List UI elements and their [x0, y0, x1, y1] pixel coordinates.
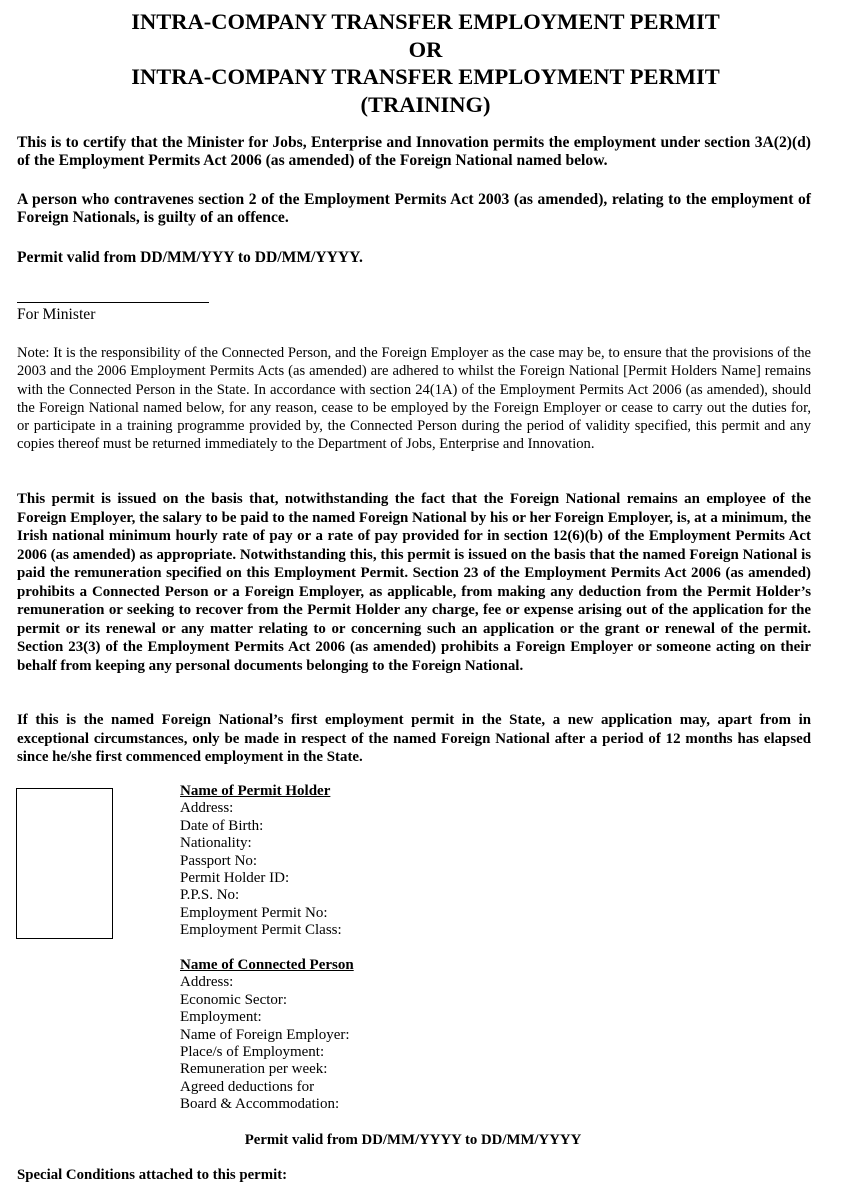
validity-statement: Permit valid from DD/MM/YYY to DD/MM/YYYY. [17, 249, 363, 266]
field-label: Board & Accommodation: [180, 1096, 340, 1113]
field-label: Address: [180, 974, 234, 991]
note-paragraph: Note: It is the responsibility of the Connected Person, and the Foreign Employer as the case may be, to ensure that the provisions of the 2003 and the 2006 Employment Permits Acts (as amended) are adhered to whilst the Foreign National [Permit Holders Name] remains with the Connected Person in the State. In accordance with section 24(1A) of the Employment Permits Act 2006 (as amended), should the Foreign National named below, for any reason, cease to be employed by the Foreign Employer or cease to carry out the duties for, or participate in a training programme provided by, the Connected Person during the period of validity specified, this permit and any copies thereof must be returned immediately to the Department of Jobs, Enterprise and Innovation. [17, 345, 811, 453]
title-line: INTRA-COMPANY TRANSFER EMPLOYMENT PERMIT [131, 64, 720, 89]
certify-paragraph: This is to certify that the Minister for Jobs, Enterprise and Innovation permits the employment under section 3A(2)(d) of the Employment Permits Act 2006 (as amended) of the Foreign National named below. [17, 134, 811, 170]
field-label: Permit Holder ID: [180, 870, 290, 887]
field-label: Place/s of Employment: [180, 1044, 325, 1061]
offence-paragraph: A person who contravenes section 2 of the Employment Permits Act 2003 (as amended), relating to the employment of Foreign Nationals, is guilty of an offence. [17, 191, 811, 227]
field-label: Remuneration per week: [180, 1061, 328, 1078]
field-label: Date of Birth: [180, 817, 264, 834]
field-label: Address: [180, 800, 234, 817]
photo-box [16, 788, 113, 939]
title-line: (TRAINING) [360, 91, 491, 117]
field-label: P.P.S. No: [180, 887, 240, 904]
signature-label: For Minister [17, 306, 96, 323]
field-label: Employment Permit No: [180, 904, 328, 921]
connected-person-heading: Name of Connected Person [180, 957, 354, 973]
field-label: Agreed deductions for [180, 1078, 315, 1095]
document-title [0, 8, 851, 118]
validity-footer: Permit valid from DD/MM/YYYY to DD/MM/YYYY [244, 1132, 582, 1148]
field-label: Passport No: [180, 852, 258, 869]
permit-holder-section [180, 783, 342, 940]
field-label: Nationality: [180, 835, 252, 852]
first-permit-paragraph: If this is the named Foreign National’s first employment permit in the State, a new application may, apart from in exceptional circumstances, only be made in respect of the named Foreign National after a period of 12 months has elapsed since he/she first commenced employment in the State. [17, 712, 811, 765]
signature-line [17, 302, 209, 303]
connected-person-section [180, 957, 354, 1114]
permit-holder-heading: Name of Permit Holder [180, 783, 331, 799]
field-label: Employment: [180, 1009, 262, 1026]
title-line: INTRA-COMPANY TRANSFER EMPLOYMENT PERMIT [131, 9, 720, 34]
basis-paragraph: This permit is issued on the basis that, notwithstanding the fact that the Foreign National remains an employee of the Foreign Employer, the salary to be paid to the named Foreign National by his or her Foreign Employer, is, at a minimum, the Irish national minimum hourly rate of pay or a rate of pay provided for in section 12(6)(b) of the Employment Permits Act 2006 (as amended) as appropriate. Notwithstanding this, this permit is issued on the basis that the named Foreign National is paid the remuneration specified on this Employment Permit. Section 23 of the Employment Permits Act 2006 (as amended) prohibits a Connected Person or a Foreign Employer, as applicable, from making any deduction from the Permit Holder’s remuneration or seeking to recover from the Permit Holder any charge, fee or expense arising out of the application for the permit or its renewal or any matter relating to or concerning such an application or the grant or renewal of the permit. Section 23(3) of the Employment Permits Act 2006 (as amended) prohibits a Foreign Employer or someone acting on their behalf from keeping any personal documents belonging to the Foreign National. [17, 491, 811, 674]
field-label: Name of Foreign Employer: [180, 1026, 350, 1043]
field-label: Employment Permit Class: [180, 922, 342, 939]
special-conditions-label: Special Conditions attached to this permit: [17, 1167, 288, 1183]
title-line: OR [408, 36, 443, 62]
field-label: Economic Sector: [180, 991, 288, 1008]
